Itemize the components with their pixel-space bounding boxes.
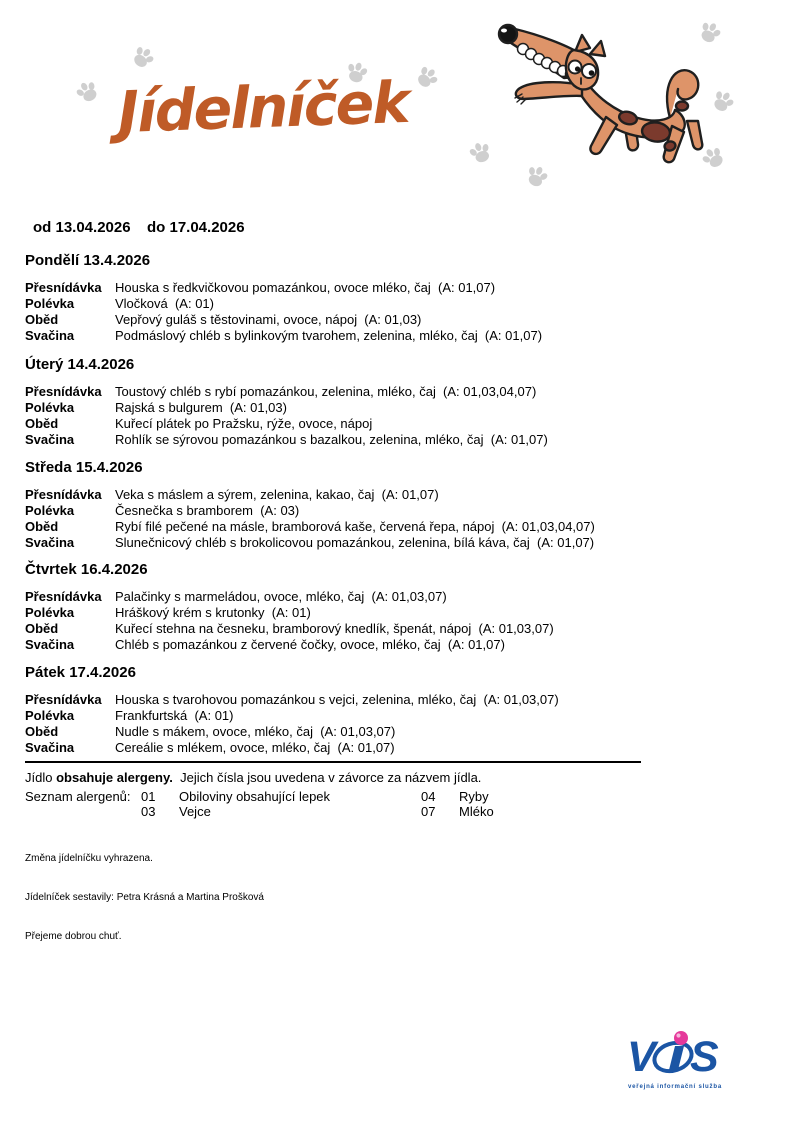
meal-label: Svačina <box>25 534 75 550</box>
footer-note: Změna jídelníčku vyhrazena. <box>25 853 153 864</box>
meal-row <box>25 487 595 503</box>
vis-logo-letter-s: S <box>690 1033 719 1081</box>
allergen-name: Mléko <box>459 804 494 819</box>
date-range <box>0 219 794 237</box>
meal-row <box>25 280 542 296</box>
meal-text: Frankfurtská (A: 01) <box>115 707 234 723</box>
allergen-note-prefix: Jídlo <box>25 770 57 785</box>
paw-print-icon <box>70 74 106 110</box>
day-title: Úterý 14.4.2026 <box>25 356 135 373</box>
meal-label: Přesnídávka <box>25 589 102 604</box>
meal-text: Palačinky s marmeládou, ovoce, mléko, čaj (A: 01,03,07) <box>115 589 447 604</box>
meal-row <box>25 400 548 416</box>
meal-label: Svačina <box>25 636 75 652</box>
meal-label: Oběd <box>25 723 59 739</box>
meal-text: Toustový chléb s rybí pomazánkou, zelenina, mléko, čaj (A: 01,03,04,07) <box>115 384 537 399</box>
meal-row <box>25 432 548 448</box>
meal-row <box>25 605 554 621</box>
day-section-wednesday <box>25 459 770 550</box>
meal-text: Houska s tvarohovou pomazánkou s vejci, zelenina, mléko, čaj (A: 01,03,07) <box>115 692 559 707</box>
meal-row <box>25 312 542 328</box>
allergen-name: Obiloviny obsahující lepek <box>179 789 331 804</box>
meal-text: Rajská s bulgurem (A: 01,03) <box>115 399 287 415</box>
vis-logo-dot-highlight <box>676 1033 680 1037</box>
meal-label: Oběd <box>25 620 59 636</box>
day-title: Pátek 17.4.2026 <box>25 664 136 681</box>
meal-row <box>25 621 554 637</box>
day-title: Čtvrtek 16.4.2026 <box>25 561 148 578</box>
day-title: Pondělí 13.4.2026 <box>25 252 151 269</box>
meal-text: Kuřecí stehna na česneku, bramborový knedlík, špenát, nápoj (A: 01,03,07) <box>115 620 554 636</box>
allergen-note-bold: obsahuje alergeny. <box>56 770 173 785</box>
meal-label: Polévka <box>25 604 75 620</box>
meal-text: Houska s ředkvičkovou pomazánkou, ovoce mléko, čaj (A: 01,07) <box>115 280 496 295</box>
meal-text: Vepřový guláš s těstovinami, ovoce, nápoj (A: 01,03) <box>115 311 422 327</box>
meal-text: Chléb s pomazánkou z červené čočky, ovoce, mléko, čaj (A: 01,07) <box>115 636 505 652</box>
footer-note: Přejeme dobrou chuť. <box>25 931 122 942</box>
meal-row <box>25 328 542 344</box>
meal-text: Rybí filé pečené na másle, bramborová kaše, červená řepa, nápoj (A: 01,03,04,07) <box>115 518 595 534</box>
meal-label: Oběd <box>25 518 59 534</box>
date-to: do 17.04.2026 <box>147 219 245 236</box>
date-from: od 13.04.2026 <box>33 219 131 236</box>
meal-row <box>25 416 548 432</box>
divider-line <box>25 761 641 763</box>
paw-print-icon <box>409 60 446 97</box>
day-section-tuesday <box>25 356 770 447</box>
meal-row <box>25 637 554 653</box>
meal-label: Polévka <box>25 707 75 723</box>
dog-illustration <box>478 18 718 168</box>
meal-label: Svačina <box>25 327 75 343</box>
meal-label: Polévka <box>25 295 75 311</box>
meal-text: Podmáslový chléb s bylinkovým tvarohem, zelenina, mléko, čaj (A: 01,07) <box>115 327 543 343</box>
allergen-code: 03 <box>141 804 156 819</box>
meal-text: Rohlík se sýrovou pomazánkou s bazalkou, zelenina, mléko, čaj (A: 01,07) <box>115 431 548 447</box>
allergen-name: Vejce <box>179 804 211 819</box>
day-title: Středa 15.4.2026 <box>25 459 143 476</box>
meal-text: Česnečka s bramborem (A: 03) <box>115 502 300 518</box>
page-title: Jídelníček <box>116 69 410 146</box>
meal-row <box>25 503 595 519</box>
meal-label: Oběd <box>25 311 59 327</box>
meal-label: Svačina <box>25 431 75 447</box>
meal-label: Přesnídávka <box>25 692 102 707</box>
vis-logo-tagline: veřejná informační služba <box>628 1083 722 1090</box>
meal-label: Oběd <box>25 415 59 431</box>
allergen-list-label: Seznam alergenů: <box>25 789 131 804</box>
meal-label: Přesnídávka <box>25 487 102 502</box>
meal-label: Polévka <box>25 399 75 415</box>
meal-row <box>25 589 554 605</box>
meal-text: Veka s máslem a sýrem, zelenina, kakao, čaj (A: 01,07) <box>115 487 439 502</box>
meal-label: Svačina <box>25 739 75 755</box>
allergen-code: 01 <box>141 789 156 804</box>
meal-label: Přesnídávka <box>25 384 102 399</box>
meal-label: Přesnídávka <box>25 280 102 295</box>
meal-label: Polévka <box>25 502 75 518</box>
meal-row <box>25 692 559 708</box>
footer-notes <box>25 826 264 969</box>
paw-print-icon <box>125 40 162 77</box>
meal-row <box>25 384 548 400</box>
meal-row <box>25 740 559 756</box>
meal-row <box>25 708 559 724</box>
footer-note: Jídelníček sestavily: Petra Krásná a Martina Prošková <box>25 892 264 903</box>
vis-logo <box>627 1030 727 1092</box>
meal-text: Slunečnicový chléb s brokolicovou pomazánkou, zelenina, bílá káva, čaj (A: 01,07) <box>115 534 595 550</box>
allergen-code: 04 <box>421 789 436 804</box>
meal-text: Hráškový krém s krutonky (A: 01) <box>115 604 311 620</box>
allergen-name: Ryby <box>459 789 489 804</box>
vis-logo-dot <box>674 1031 688 1045</box>
allergen-note-rest: Jejich čísla jsou uvedena v závorce za názvem jídla. <box>172 770 482 785</box>
meal-text: Cereálie s mlékem, ovoce, mléko, čaj (A: 01,07) <box>115 739 395 755</box>
day-section-friday <box>25 664 770 755</box>
meal-row <box>25 296 542 312</box>
allergen-note <box>25 770 481 785</box>
day-section-monday <box>25 252 770 343</box>
meal-row <box>25 724 559 740</box>
meal-text: Nudle s mákem, ovoce, mléko, čaj (A: 01,03,07) <box>115 723 396 739</box>
day-section-thursday <box>25 561 770 652</box>
meal-row <box>25 519 595 535</box>
allergen-code: 07 <box>421 804 436 819</box>
meal-text: Vločková (A: 01) <box>115 295 214 311</box>
vis-logo-letter-v: V <box>627 1033 656 1081</box>
meal-text: Kuřecí plátek po Pražsku, rýže, ovoce, nápoj <box>115 415 373 431</box>
meal-row <box>25 535 595 551</box>
